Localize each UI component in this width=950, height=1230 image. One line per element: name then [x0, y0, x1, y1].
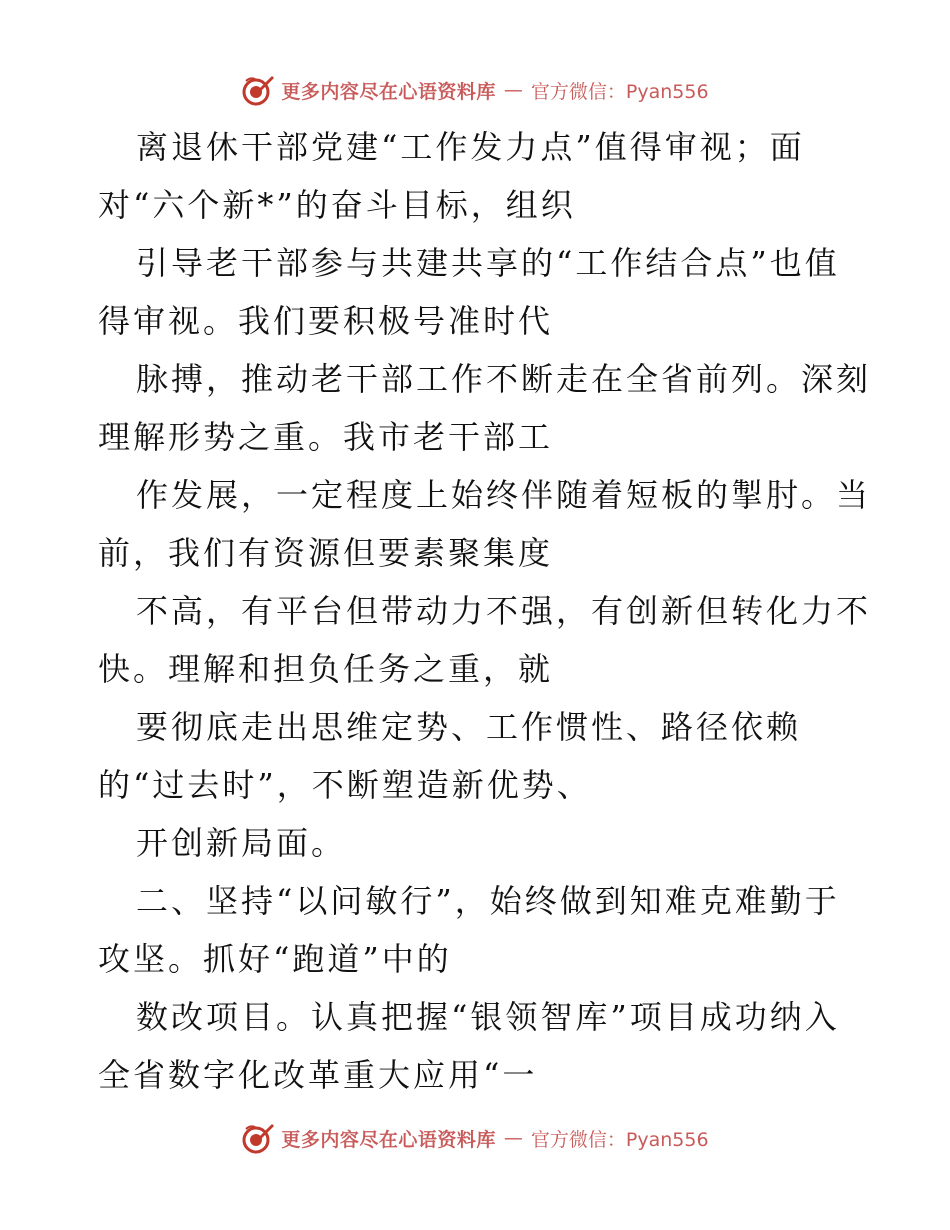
text-line: 开创新局面。 [136, 824, 347, 862]
text-line: 离退休干部党建“工作发力点”值得审视；面 [136, 128, 805, 166]
banner-wechat: 官方微信：Pyan556 [530, 80, 709, 103]
text-line: 攻坚。抓好“跑道”中的 [98, 940, 452, 978]
pen-logo-icon [241, 1121, 275, 1155]
text-line: 数改项目。认真把握“银领智库”项目成功纳入 [136, 998, 840, 1036]
pen-logo-icon [241, 73, 275, 107]
text-line: 理解形势之重。我市老干部工 [98, 418, 554, 456]
text-line: 二、坚持“以问敏行”，始终做到知难克难勤于 [136, 882, 840, 920]
header-banner-inner [241, 73, 708, 107]
text-line: 对“六个新*”的奋斗目标，组织 [98, 186, 576, 224]
text-line: 得审视。我们要积极号准时代 [98, 302, 554, 340]
text-line: 作发展，一定程度上始终伴随着短板的掣肘。当 [136, 476, 872, 514]
text-line: 全省数字化改革重大应用“一 [98, 1056, 538, 1094]
text-line: 前，我们有资源但要素聚集度 [98, 534, 554, 572]
text-line: 脉搏，推动老干部工作不断走在全省前列。深刻 [136, 360, 872, 398]
text-line: 引导老干部参与共建共享的“工作结合点”也值 [136, 244, 840, 282]
banner-title: 更多内容尽在心语资料库 [281, 80, 496, 103]
banner-title: 更多内容尽在心语资料库 [281, 1128, 496, 1151]
text-line: 要彻底走出思维定势、工作惯性、路径依赖 [136, 708, 802, 746]
banner-dash: — [503, 1127, 523, 1149]
footer-banner-inner [241, 1121, 708, 1155]
text-line: 不高，有平台但带动力不强，有创新但转化力不 [136, 592, 872, 630]
document-body [98, 118, 872, 1104]
header-banner [0, 70, 950, 110]
banner-dash: — [503, 79, 523, 101]
text-line: 的“过去时”，不断塑造新优势、 [98, 766, 592, 804]
text-line: 快。理解和担负任务之重，就 [98, 650, 554, 688]
banner-wechat: 官方微信：Pyan556 [530, 1128, 709, 1151]
footer-banner [0, 1118, 950, 1158]
